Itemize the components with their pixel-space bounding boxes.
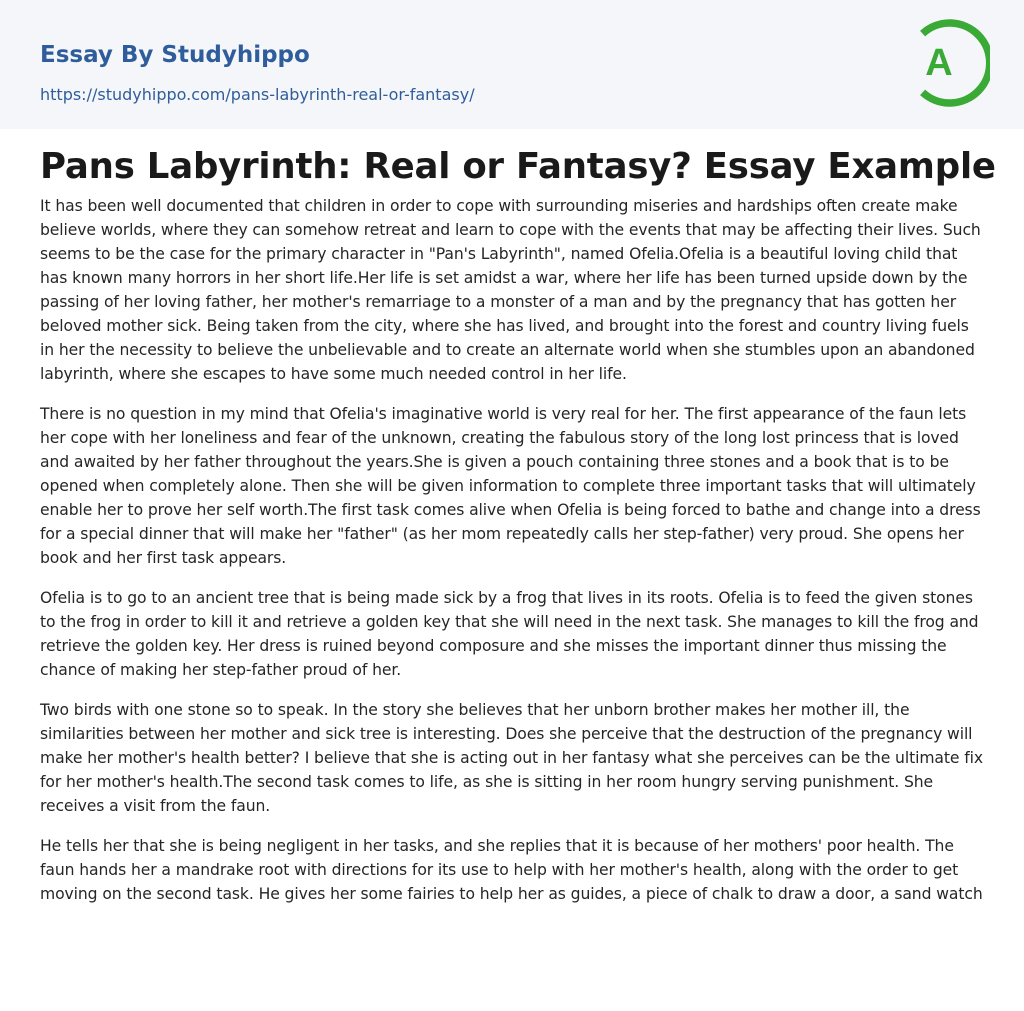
logo-letter: A (925, 42, 953, 84)
studyhippo-logo-icon[interactable] (906, 18, 990, 108)
article-body (40, 194, 984, 922)
paragraph: Two birds with one stone so to speak. In the story she believes that her unborn brother makes her mother ill, the similarities between her mother and sick tree is interesting. Does she perceive that the destruction of the pregnancy will make her mother's health better? I believe that she is acting out in her fantasy what she perceives can be the ultimate fix for her mother's health.The second task comes to life, as she is sitting in her room hungry serving punishment. She receives a visit from the faun. (40, 701, 983, 815)
paragraph: He tells her that she is being negligent in her tasks, and she replies that it is because of her mothers' poor health. The faun hands her a mandrake root with directions for its use to help with her mother's health, along with the order to get moving on the second task. He gives her some fairies to help her as guides, a piece of chalk to draw a door, a sand watch (40, 837, 983, 903)
site-brand[interactable]: Essay By Studyhippo (40, 42, 310, 68)
paragraph: There is no question in my mind that Ofelia's imaginative world is very real for her. The first appearance of the faun lets her cope with her loneliness and fear of the unknown, creating the fabulous story of the long lost princess that is loved and awaited by her father throughout the years.She is given a pouch containing three stones and a book that is to be opened when completely alone. Then she will be given information to complete three important tasks that will ultimately enable her to prove her self worth.The first task comes alive when Ofelia is being forced to bathe and change into a dress for a special dinner that will make her "father" (as her mom repeatedly calls her step-father) very proud. She opens her book and her first task appears. (40, 405, 981, 567)
site-header (0, 0, 1024, 129)
paragraph: It has been well documented that children in order to cope with surrounding miseries and hardships often create make believe worlds, where they can somehow retreat and learn to cope with the events that may be affecting their lives. Such seems to be the case for the primary character in "Pan's Labyrinth", named Ofelia.Ofelia is a beautiful loving child that has known many horrors in her short life.Her life is set amidst a war, where her life has been turned upside down by the passing of her loving father, her mother's remarriage to a monster of a man and by the pregnancy that has gotten her beloved mother sick. Being taken from the city, where she has lived, and brought into the forest and country living fuels in her the necessity to believe the unbelievable and to create an alternate world when she stumbles upon an abandoned labyrinth, where she escapes to have some much needed control in her life. (40, 197, 981, 383)
essay-url-link[interactable]: https://studyhippo.com/pans-labyrinth-real-or-fantasy/ (40, 85, 475, 104)
page-title: Pans Labyrinth: Real or Fantasy? Essay Example (40, 146, 996, 187)
paragraph: Ofelia is to go to an ancient tree that is being made sick by a frog that lives in its roots. Ofelia is to feed the given stones to the frog in order to kill it and retrieve a golden key that she will need in the next task. She manages to kill the frog and retrieve the golden key. Her dress is ruined beyond composure and she misses the important dinner thus missing the chance of making her step-father proud of her. (40, 589, 979, 679)
